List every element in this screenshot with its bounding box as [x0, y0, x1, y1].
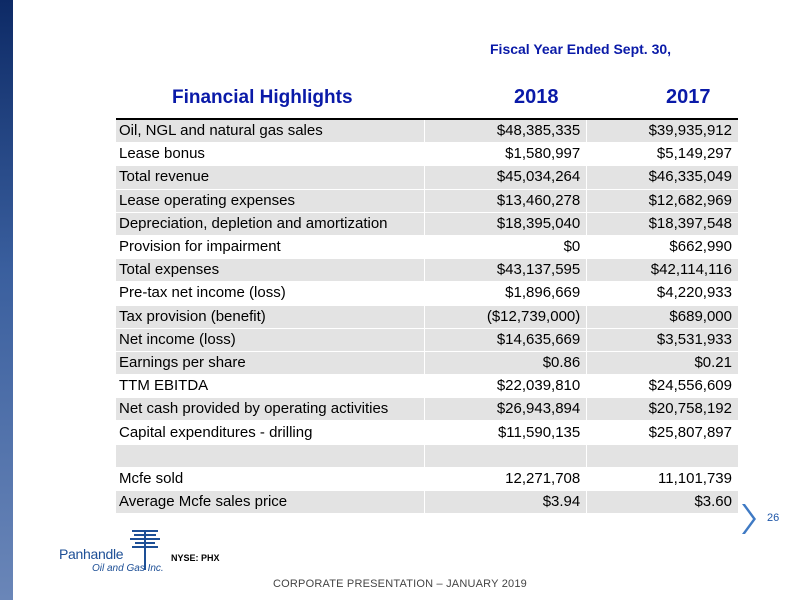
value-2017: $24,556,609	[587, 375, 738, 398]
table-row	[116, 491, 738, 514]
table-row	[116, 444, 738, 467]
row-label: Provision for impairment	[116, 235, 425, 258]
table-row	[116, 421, 738, 444]
value-2017: $12,682,969	[587, 189, 738, 212]
row-label: TTM EBITDA	[116, 375, 425, 398]
row-label: Earnings per share	[116, 351, 425, 374]
table-row	[116, 328, 738, 351]
stock-ticker: NYSE: PHX	[171, 553, 220, 563]
row-label: Net cash provided by operating activities	[116, 398, 425, 421]
page-number: 26	[767, 512, 780, 524]
row-label: Lease bonus	[116, 143, 425, 166]
value-2017: 11,101,739	[587, 467, 738, 490]
table-row	[116, 305, 738, 328]
row-label: Oil, NGL and natural gas sales	[116, 119, 425, 143]
value-2017	[587, 444, 738, 467]
value-2017: $20,758,192	[587, 398, 738, 421]
value-2017: $39,935,912	[587, 119, 738, 143]
value-2018: $0	[425, 235, 587, 258]
financial-highlights-table	[116, 118, 738, 514]
table-row	[116, 212, 738, 235]
value-2017: $3,531,933	[587, 328, 738, 351]
row-label: Total revenue	[116, 166, 425, 189]
value-2018: $26,943,894	[425, 398, 587, 421]
logo-subtitle: Oil and Gas Inc.	[92, 563, 164, 574]
column-header-2017: 2017	[666, 86, 711, 108]
row-label	[116, 444, 425, 467]
value-2018: $11,590,135	[425, 421, 587, 444]
table-row	[116, 375, 738, 398]
value-2017: $3.60	[587, 491, 738, 514]
value-2017: $689,000	[587, 305, 738, 328]
row-label: Mcfe sold	[116, 467, 425, 490]
value-2018: $3.94	[425, 491, 587, 514]
slide-title: Financial Highlights	[172, 87, 353, 108]
value-2018: $0.86	[425, 351, 587, 374]
row-label: Capital expenditures - drilling	[116, 421, 425, 444]
value-2018: $43,137,595	[425, 259, 587, 282]
row-label: Depreciation, depletion and amortization	[116, 212, 425, 235]
table-row	[116, 166, 738, 189]
value-2018: $45,034,264	[425, 166, 587, 189]
row-label: Average Mcfe sales price	[116, 491, 425, 514]
value-2017: $0.21	[587, 351, 738, 374]
value-2018: $13,460,278	[425, 189, 587, 212]
table-row	[116, 282, 738, 305]
value-2017: $18,397,548	[587, 212, 738, 235]
row-label: Lease operating expenses	[116, 189, 425, 212]
row-label: Tax provision (benefit)	[116, 305, 425, 328]
table-row	[116, 351, 738, 374]
table-row	[116, 235, 738, 258]
value-2017: $42,114,116	[587, 259, 738, 282]
value-2018: $1,896,669	[425, 282, 587, 305]
value-2018: $22,039,810	[425, 375, 587, 398]
row-label: Total expenses	[116, 259, 425, 282]
table-row	[116, 259, 738, 282]
table-row	[116, 189, 738, 212]
value-2018: 12,271,708	[425, 467, 587, 490]
chevron-right-icon[interactable]	[740, 502, 756, 536]
value-2018: $48,385,335	[425, 119, 587, 143]
value-2018: $14,635,669	[425, 328, 587, 351]
slide-accent-bar	[0, 0, 13, 600]
table-row	[116, 143, 738, 166]
fiscal-year-label: Fiscal Year Ended Sept. 30,	[490, 41, 672, 57]
value-2018: $1,580,997	[425, 143, 587, 166]
value-2017: $46,335,049	[587, 166, 738, 189]
logo-wordmark: Panhandle	[59, 546, 124, 562]
value-2017: $4,220,933	[587, 282, 738, 305]
value-2017: $5,149,297	[587, 143, 738, 166]
value-2017: $25,807,897	[587, 421, 738, 444]
value-2017: $662,990	[587, 235, 738, 258]
footer-text: CORPORATE PRESENTATION – JANUARY 2019	[273, 578, 527, 590]
value-2018: $18,395,040	[425, 212, 587, 235]
table-row	[116, 467, 738, 490]
row-label: Net income (loss)	[116, 328, 425, 351]
value-2018: ($12,739,000)	[425, 305, 587, 328]
column-header-2018: 2018	[514, 86, 559, 108]
table-row	[116, 398, 738, 421]
row-label: Pre-tax net income (loss)	[116, 282, 425, 305]
table-row	[116, 119, 738, 143]
value-2018	[425, 444, 587, 467]
